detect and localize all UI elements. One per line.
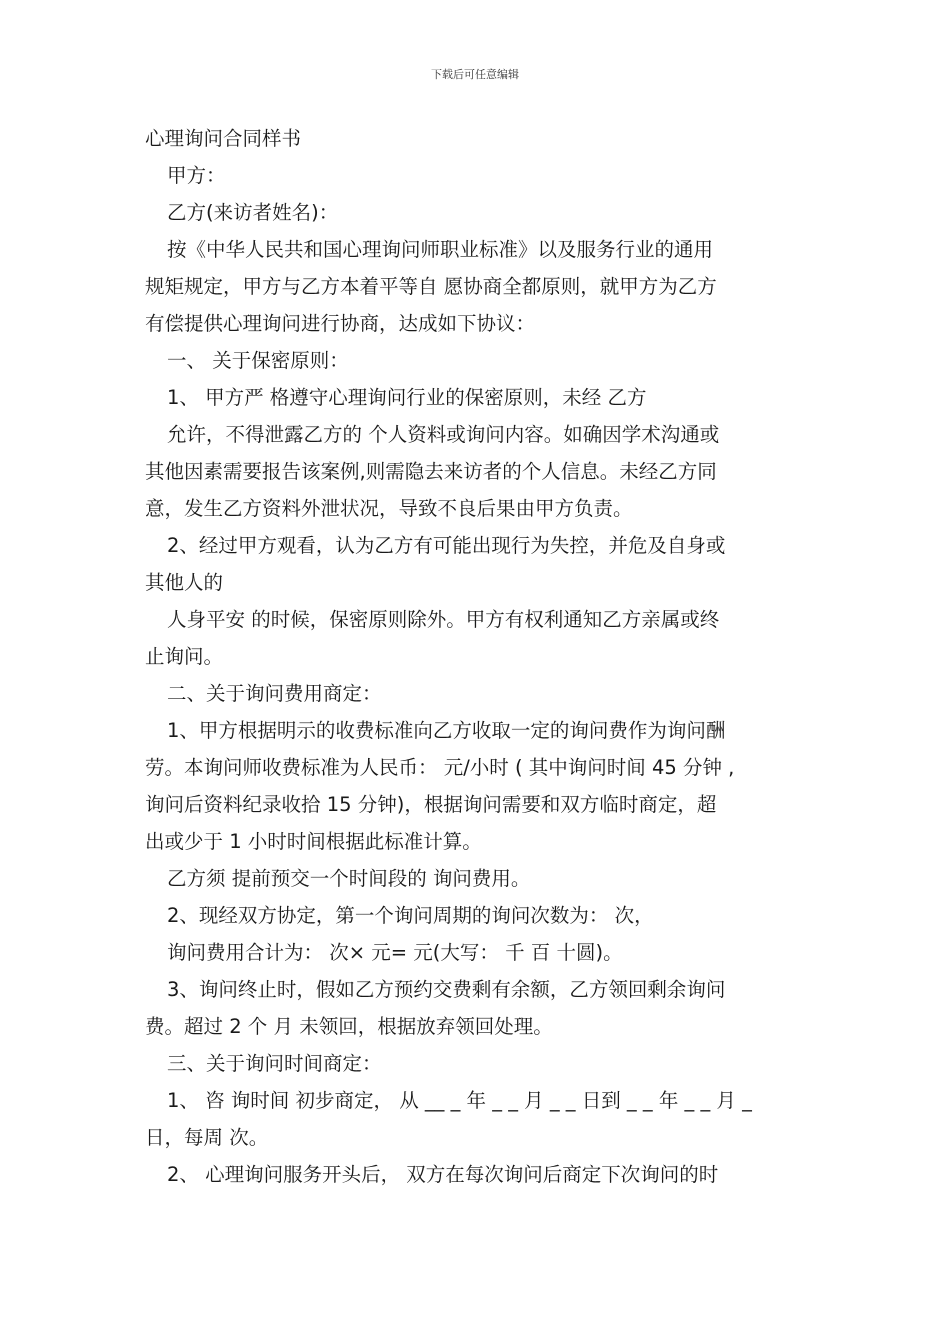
paragraph-line: 1、 咨 询时间 初步商定， 从 __ _ 年 _ _ 月 _ _ 日到 _ _ 年 _ _ 月 _ [167, 1089, 752, 1112]
paragraph-line: 三、关于询问时间商定： [167, 1052, 382, 1075]
paragraph-line: 费。超过 2 个 月 未领回，根据放弃领回处理。 [145, 1015, 553, 1038]
paragraph-line: 2、经过甲方观看，认为乙方有可能出现行为失控，并危及自身或 [167, 534, 726, 557]
paragraph-line: 3、询问终止时，假如乙方预约交费剩有余额，乙方领回剩余询问 [167, 978, 726, 1001]
paragraph-line: 劳。本询问师收费标准为人民币： 元/小时 ( 其中询问时间 45 分钟 , [145, 756, 735, 779]
paragraph-line: 其他人的 [145, 571, 224, 594]
paragraph-line: 甲方： [167, 164, 226, 187]
paragraph-line: 询问后资料纪录收拾 15 分钟)，根据询问需要和双方临时商定，超 [145, 793, 717, 816]
paragraph-line: 乙方须 提前预交一个时间段的 询问费用。 [167, 867, 531, 890]
paragraph-line: 1、甲方根据明示的收费标准向乙方收取一定的询问费作为询问酬 [167, 719, 726, 742]
document-title: 心理询问合同样书 [145, 127, 302, 150]
paragraph-line: 止询问。 [145, 645, 224, 668]
paragraph-line: 其他因素需要报告该案例,则需隐去来访者的个人信息。未经乙方同 [145, 460, 717, 483]
paragraph-line: 乙方(来访者姓名)： [167, 201, 339, 224]
paragraph-line: 询问费用合计为： 次× 元= 元(大写： 千 百 十圆)。 [167, 941, 623, 964]
paragraph-line: 2、 心理询问服务开头后， 双方在每次询问后商定下次询问的时 [167, 1163, 719, 1186]
paragraph-line: 一、 关于保密原则： [167, 349, 349, 372]
page-header: 下载后可任意编辑 [431, 68, 519, 81]
paragraph-line: 允许，不得泄露乙方的 个人资料或询问内容。如确因学术沟通或 [167, 423, 720, 446]
paragraph-line: 二、关于询问费用商定： [167, 682, 382, 705]
paragraph-line: 意，发生乙方资料外泄状况，导致不良后果由甲方负责。 [145, 497, 633, 520]
paragraph-line: 有偿提供心理询问进行协商，达成如下协议： [145, 312, 536, 335]
document-body [145, 120, 815, 1193]
paragraph-line: 规矩规定，甲方与乙方本着平等自 愿协商全都原则，就甲方为乙方 [145, 275, 717, 298]
paragraph-line: 2、现经双方协定，第一个询问周期的询问次数为： 次， [167, 904, 654, 927]
paragraph-line: 1、 甲方严 格遵守心理询问行业的保密原则，未经 乙方 [167, 386, 647, 409]
paragraph-line: 日，每周 次。 [145, 1126, 269, 1149]
paragraph-line: 按《中华人民共和国心理询问师职业标准》以及服务行业的通用 [167, 238, 714, 261]
paragraph-line: 人身平安 的时候，保密原则除外。甲方有权利通知乙方亲属或终 [167, 608, 720, 631]
paragraph-line: 出或少于 1 小时时间根据此标准计算。 [145, 830, 482, 853]
